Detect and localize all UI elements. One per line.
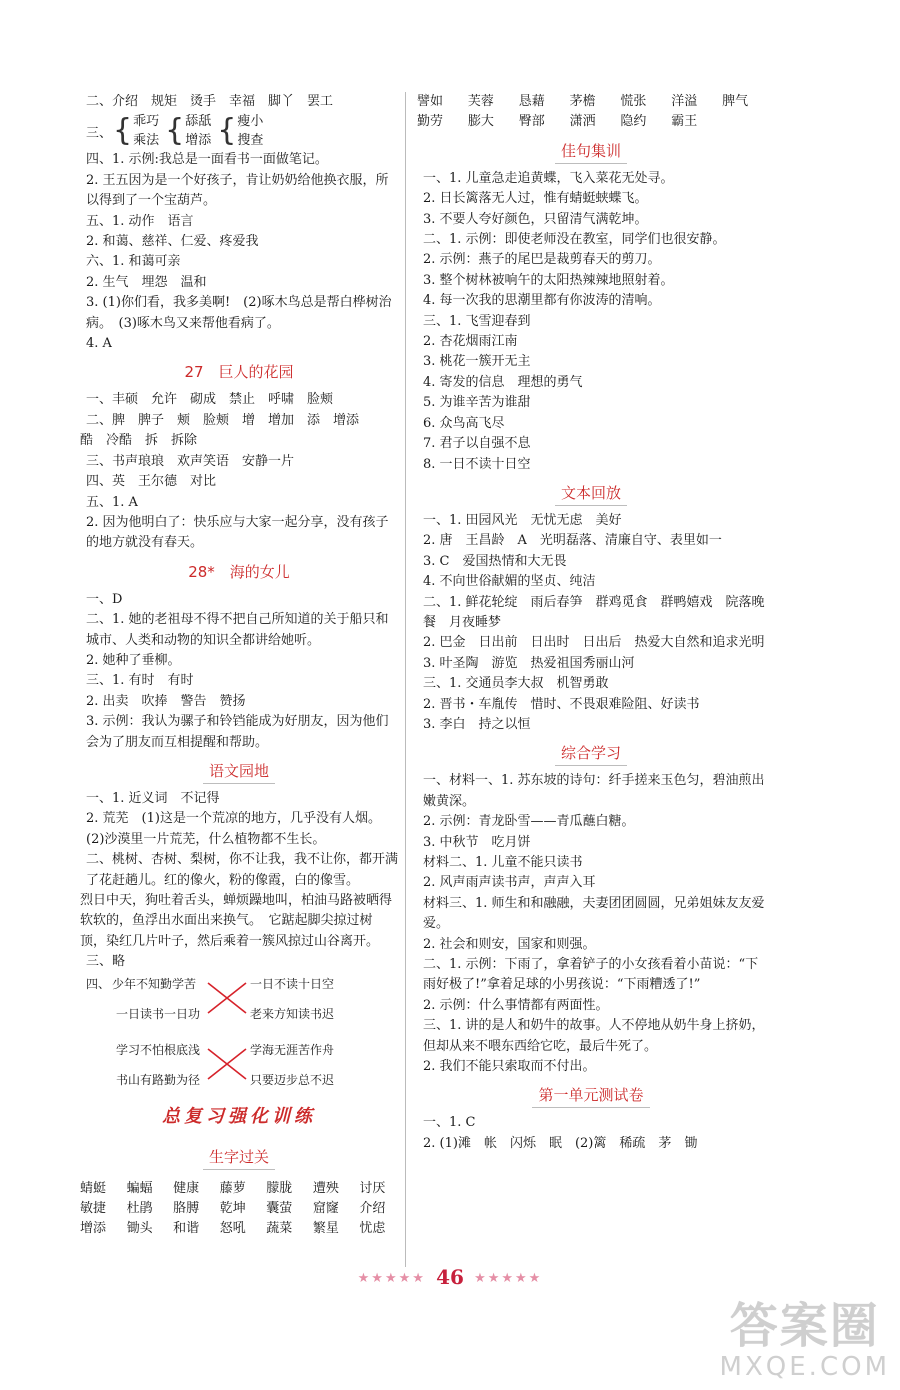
section-heading-text: 语文园地 bbox=[203, 762, 275, 784]
vocab-word: 蝙蝠 bbox=[126, 1180, 153, 1196]
answer-line: 3. 桃花一簇开无主 bbox=[423, 354, 531, 370]
answer-line: 2. (1)滩 帐 闪烁 眠 (2)篱 稀疏 茅 锄 bbox=[423, 1135, 698, 1151]
match-left-item: 一日读书一日功 bbox=[116, 1006, 201, 1021]
answer-line: 4. 不向世俗献媚的坚贞、纯洁 bbox=[423, 574, 596, 590]
answer-line: 三、1. 有时 有时 bbox=[86, 673, 194, 689]
match-left-item: 学习不怕根底浅 bbox=[116, 1042, 201, 1057]
answer-line: 3. 中秋节 吃月饼 bbox=[423, 834, 531, 850]
vocab-word: 洋溢 bbox=[671, 94, 698, 109]
match-lines bbox=[80, 975, 398, 1095]
answer-line: 二、1. 她的老祖母不得不把自己所知道的关于船只和城市、人类和动物的知识全都讲给她听。 bbox=[86, 612, 389, 648]
answer-line: 4. 每一次我的思潮里都有你波涛的清响。 bbox=[423, 293, 661, 309]
match-left-item: 少年不知勤学苦 bbox=[112, 976, 197, 991]
vocab-grid-continued bbox=[417, 92, 765, 133]
brace-word: 乖巧 bbox=[133, 114, 160, 130]
answer-line: 8. 一日不读十日空 bbox=[423, 456, 531, 472]
answer-line: 2. 她种了垂柳。 bbox=[86, 652, 181, 668]
answer-line: 三、略 bbox=[86, 954, 126, 970]
answer-line: 3. 不要人夸好颜色，只留清气满乾坤。 bbox=[423, 211, 648, 227]
answer-line: 4. A bbox=[86, 336, 112, 352]
match-right-item: 一日不读十日空 bbox=[250, 976, 335, 991]
vocab-word: 锄头 bbox=[126, 1221, 153, 1237]
left-column bbox=[80, 92, 398, 1240]
column-divider bbox=[405, 92, 406, 1267]
answer-line: 3. 示例：我认为骡子和铃铛能成为好朋友，因为他们会为了朋友而互相提醒和帮助。 bbox=[86, 714, 389, 750]
answer-line: 一、丰硕 允许 砌成 禁止 呼啸 脸颊 bbox=[86, 392, 334, 408]
answer-line: 2. 和蔼、慈祥、仁爱、疼爱我 bbox=[86, 234, 259, 250]
vocab-word: 和谐 bbox=[173, 1221, 200, 1237]
brace-word: 瘦小 bbox=[237, 114, 264, 130]
section-heading-text: 文本回放 bbox=[555, 484, 627, 506]
section-heading-zonghe bbox=[417, 735, 765, 771]
answer-line: 四、1. 示例:我总是一面看书一面做笔记。 bbox=[86, 152, 328, 168]
answer-line: 二、1. 示例：下雨了，拿着铲子的小女孩看着小苗说：“下雨好极了!”拿着足球的小男孩说：“下雨糟透了!” bbox=[423, 957, 759, 993]
vocab-word: 介绍 bbox=[359, 1201, 386, 1217]
brace-icon: { bbox=[113, 113, 133, 149]
vocab-word: 遭殃 bbox=[312, 1180, 339, 1196]
vocab-word: 健康 bbox=[173, 1180, 200, 1196]
vocab-word: 窟窿 bbox=[312, 1201, 339, 1217]
right-column bbox=[417, 92, 765, 1154]
review-title: 总复习强化训练 bbox=[162, 1105, 316, 1127]
answer-line: 2. 示例：青龙卧雪——青瓜蘸白糖。 bbox=[423, 814, 635, 830]
vocab-word: 敏捷 bbox=[80, 1201, 107, 1217]
vocab-word: 囊萤 bbox=[266, 1201, 293, 1217]
answer-line: 2. 生气 埋怨 温和 bbox=[86, 274, 207, 290]
answer-line: 一、1. 儿童急走追黄蝶，飞入菜花无处寻。 bbox=[423, 170, 674, 186]
vocab-grid bbox=[80, 1179, 398, 1240]
answer-line: 2. 日长篱落无人过，惟有蜻蜓蛱蝶飞。 bbox=[423, 191, 648, 207]
vocab-word: 蔬菜 bbox=[266, 1221, 293, 1237]
answer-line: 三、书声琅琅 欢声笑语 安静一片 bbox=[86, 453, 295, 469]
match-left-item: 书山有路勤为径 bbox=[116, 1072, 201, 1087]
answer-line: 材料二、1. 儿童不能只读书 bbox=[423, 855, 583, 870]
watermark-line2: MXQE.COM bbox=[719, 1352, 890, 1382]
matching-exercise bbox=[80, 975, 398, 1095]
match-right-item: 只要迈步总不迟 bbox=[250, 1072, 335, 1087]
answer-line: 二、桃树、杏树、梨树，你不让我，我不让你，都开满了花赶趟儿。红的像火，粉的像霞，白的像雪。 bbox=[86, 852, 399, 888]
answer-line: 3. 李白 持之以恒 bbox=[423, 716, 531, 732]
brace-word: 乘法 bbox=[133, 133, 160, 149]
brace-word: 搜查 bbox=[237, 133, 264, 149]
vocab-word: 臀部 bbox=[518, 114, 545, 130]
brace-group bbox=[80, 112, 398, 150]
vocab-word: 朦胧 bbox=[266, 1180, 293, 1196]
answer-line: 2. 晋书・车胤传 惜时、不畏艰难险阻、好读书 bbox=[423, 696, 700, 712]
brace-prefix: 三、 bbox=[86, 125, 113, 141]
answer-line: 2. 巴金 日出前 日出时 日出后 热爱大自然和追求光明 bbox=[423, 635, 765, 651]
vocab-word: 乾坤 bbox=[219, 1201, 246, 1217]
answer-line: 四、英 王尔德 对比 bbox=[86, 474, 217, 490]
answer-line: 2. 荒芜 (1)这是一个荒凉的地方，几乎没有人烟。(2)沙漠里一片荒芜，什么植物都不生长。 bbox=[86, 811, 381, 847]
section-heading-28: 28* 海的女儿 bbox=[188, 562, 290, 581]
answer-line: 3. C 爱国热情和大无畏 bbox=[423, 553, 567, 569]
answer-line: 7. 君子以自强不息 bbox=[423, 436, 531, 452]
page-footer bbox=[0, 1265, 900, 1289]
answer-line: 三、1. 交通员李大叔 机智勇敢 bbox=[423, 676, 609, 692]
answer-line: 二、介绍 规矩 烫手 幸福 脚丫 罢工 bbox=[86, 94, 334, 109]
vocab-word: 芙蓉 bbox=[467, 94, 494, 109]
answer-line: 一、1. 田园风光 无忧无虑 美好 bbox=[423, 512, 622, 528]
vocab-word: 慌张 bbox=[620, 94, 647, 109]
answer-line: 酷 冷酷 拆 拆除 bbox=[80, 433, 198, 449]
answer-line: 烈日中天，狗吐着舌头，蝉烦躁地叫，柏油马路被晒得软软的，鱼浮出水面出来换气。 它踮起脚尖掠过树顶，染红几片叶子，然后乘着一簇风掠过山谷离开。 bbox=[80, 893, 393, 949]
answer-line: 3. 叶圣陶 游览 热爱祖国秀丽山河 bbox=[423, 655, 635, 671]
section-heading-jiaju bbox=[417, 133, 765, 169]
answer-line: 2. 因为他明白了：快乐应与大家一起分享，没有孩子的地方就没有春天。 bbox=[86, 514, 389, 551]
brace-icon: { bbox=[165, 113, 185, 149]
vocab-word: 讨厌 bbox=[359, 1180, 386, 1196]
answer-line: 2. 风声雨声读书声，声声入耳 bbox=[423, 875, 596, 891]
vocab-word: 胳膊 bbox=[173, 1201, 200, 1217]
answer-line: 2. 出卖 吹捧 警告 赞扬 bbox=[86, 693, 246, 709]
watermark-line1: 答案圈 bbox=[729, 1298, 880, 1354]
vocab-word: 霸王 bbox=[671, 114, 698, 130]
vocab-word: 潇洒 bbox=[569, 114, 596, 130]
section-heading-shengzi bbox=[80, 1139, 398, 1175]
vocab-word: 譬如 bbox=[417, 94, 444, 109]
answer-line: 三、1. 讲的是人和奶牛的故事。人不停地从奶牛身上挤奶，但却从来不喂东西给它吃，最后牛死了。 bbox=[423, 1018, 765, 1054]
star-icon: ★★★★★ bbox=[474, 1271, 543, 1286]
answer-line: 一、材料一、1. 苏东坡的诗句：纤手搓来玉色匀，碧油煎出嫩黄深。 bbox=[423, 773, 765, 809]
answer-line: 三、1. 飞雪迎春到 bbox=[423, 313, 531, 329]
watermark bbox=[720, 1300, 890, 1382]
answer-line: 2. 示例：燕子的尾巴是裁剪春天的剪刀。 bbox=[423, 252, 661, 268]
answer-line: 二、1. 鲜花轮绽 雨后春笋 群鸡觅食 群鸭嬉戏 院落晚餐 月夜睡梦 bbox=[423, 594, 765, 630]
answer-line: 2. 我们不能只索取而不付出。 bbox=[423, 1059, 596, 1075]
answer-line: 3. (1)你们看，我多美啊! (2)啄木鸟总是帮白桦树治病。 (3)啄木鸟又来帮他看病了。 bbox=[86, 295, 392, 331]
answer-line: 五、1. 动作 语言 bbox=[86, 213, 194, 229]
answer-line: 6. 众鸟高飞尽 bbox=[423, 415, 505, 431]
match-right-item: 学海无涯苦作舟 bbox=[250, 1042, 335, 1057]
answer-line: 五、1. A bbox=[86, 494, 138, 510]
match-right-item: 老来方知读书迟 bbox=[250, 1006, 335, 1021]
vocab-word bbox=[722, 112, 765, 132]
vocab-word: 怒吼 bbox=[219, 1221, 246, 1237]
section-heading-danyuan bbox=[417, 1077, 765, 1113]
section-heading-yuwen bbox=[80, 753, 398, 789]
answer-line: 2. 示例：什么事情都有两面性。 bbox=[423, 997, 609, 1013]
brace-icon: { bbox=[217, 113, 237, 149]
vocab-word: 藤萝 bbox=[219, 1180, 246, 1196]
section-heading-27: 27 巨人的花园 bbox=[184, 363, 294, 382]
vocab-word: 勤劳 bbox=[417, 114, 444, 130]
vocab-word: 隐约 bbox=[620, 114, 647, 130]
vocab-word: 增添 bbox=[80, 1221, 107, 1237]
section-heading-text: 综合学习 bbox=[555, 744, 627, 766]
answer-line: 2. 王五因为是一个好孩子，肯让奶奶给他换衣服，所以得到了一个宝葫芦。 bbox=[86, 172, 389, 209]
vocab-word: 杜鹃 bbox=[126, 1201, 153, 1217]
answer-line: 一、1. C bbox=[423, 1115, 476, 1131]
answer-line: 一、D bbox=[86, 591, 123, 607]
answer-line: 一、1. 近义词 不记得 bbox=[86, 790, 220, 806]
vocab-word: 脾气 bbox=[722, 94, 749, 109]
brace-word: 增添 bbox=[185, 133, 212, 149]
brace-word: 舔舐 bbox=[185, 114, 212, 130]
vocab-word: 繁星 bbox=[312, 1221, 339, 1237]
vocab-word: 蜻蜓 bbox=[80, 1180, 107, 1196]
answer-line: 二、1. 示例：即使老师没在教室，同学们也很安静。 bbox=[423, 232, 726, 248]
vocab-word: 膨大 bbox=[467, 114, 494, 130]
section-heading-text: 第一单元测试卷 bbox=[532, 1086, 649, 1108]
vocab-word: 茅檐 bbox=[569, 94, 596, 109]
answer-line: 5. 为谁辛苦为谁甜 bbox=[423, 395, 531, 411]
vocab-word: 忧虑 bbox=[359, 1221, 386, 1237]
star-icon: ★★★★★ bbox=[357, 1271, 426, 1286]
match-prefix: 四、 bbox=[86, 976, 111, 991]
answer-line: 六、1. 和蔼可亲 bbox=[86, 254, 181, 270]
vocab-word: 恳藉 bbox=[518, 94, 545, 109]
answer-line: 二、脾 脾子 颊 脸颊 增 增加 添 增添 bbox=[86, 412, 360, 428]
page-number: 46 bbox=[436, 1265, 464, 1289]
section-heading-text: 生字过关 bbox=[203, 1148, 275, 1170]
section-heading-text: 佳句集训 bbox=[555, 142, 627, 164]
answer-line: 2. 社会和则安，国家和则强。 bbox=[423, 936, 596, 952]
section-heading-wenben bbox=[417, 475, 765, 511]
answer-line: 2. 杏花烟雨江南 bbox=[423, 334, 518, 350]
answer-line: 材料三、1. 师生和和融融，夫妻团团圆圆，兄弟姐妹友友爱爱。 bbox=[423, 895, 765, 932]
answer-line: 2. 唐 王昌龄 A 光明磊落、清廉自守、表里如一 bbox=[423, 533, 722, 549]
answer-line: 3. 整个树林被响午的太阳热辣辣地照射着。 bbox=[423, 272, 674, 288]
answer-line: 4. 寄发的信息 理想的勇气 bbox=[423, 374, 583, 390]
